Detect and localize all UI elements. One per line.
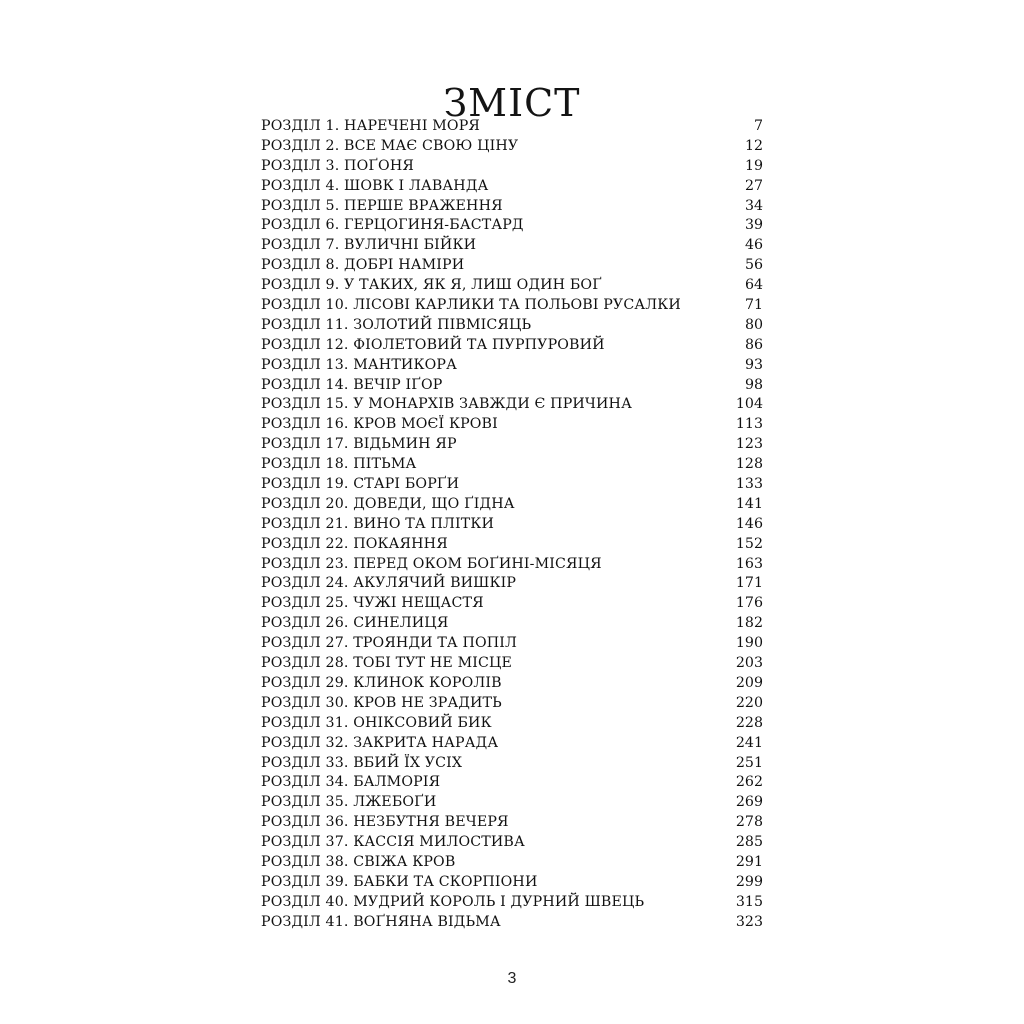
chapter-title: РОЗДІЛ 6. ГЕРЦОГИНЯ-БАСТАРД	[261, 217, 524, 234]
chapter-title: РОЗДІЛ 31. ОНІКСОВИЙ БИК	[261, 714, 492, 731]
chapter-title: РОЗДІЛ 3. ПОҐОНЯ	[261, 157, 414, 174]
chapter-page-number: 141	[735, 495, 763, 512]
toc-entry	[261, 515, 763, 535]
chapter-page-number: 152	[735, 535, 763, 552]
toc-entry	[261, 714, 763, 734]
chapter-page-number: 133	[735, 476, 763, 493]
toc-entry	[261, 316, 763, 336]
chapter-page-number: 163	[735, 555, 763, 572]
chapter-page-number: 278	[735, 814, 763, 831]
toc-entry	[261, 793, 763, 813]
chapter-page-number: 19	[744, 157, 763, 174]
chapter-title: РОЗДІЛ 39. БАБКИ ТА СКОРПІОНИ	[261, 873, 538, 890]
chapter-title: РОЗДІЛ 24. АКУЛЯЧИЙ ВИШКІР	[261, 575, 517, 592]
chapter-title: РОЗДІЛ 5. ПЕРШЕ ВРАЖЕННЯ	[261, 197, 503, 214]
chapter-title: РОЗДІЛ 23. ПЕРЕД ОКОМ БОҐИНІ-МІСЯЦЯ	[261, 555, 602, 572]
chapter-title: РОЗДІЛ 10. ЛІСОВІ КАРЛИКИ ТА ПОЛЬОВІ РУСАЛКИ	[261, 297, 681, 314]
chapter-page-number: 56	[744, 257, 763, 274]
chapter-page-number: 220	[735, 694, 763, 711]
chapter-title: РОЗДІЛ 9. У ТАКИХ, ЯК Я, ЛИШ ОДИН БОҐ	[261, 277, 602, 294]
chapter-page-number: 80	[744, 316, 763, 333]
chapter-page-number: 128	[735, 456, 763, 473]
chapter-page-number: 251	[735, 754, 763, 771]
toc-entry	[261, 276, 763, 296]
toc-entry	[261, 555, 763, 575]
toc-entry	[261, 117, 763, 137]
toc-entry	[261, 853, 763, 873]
chapter-page-number: 241	[735, 734, 763, 751]
chapter-title: РОЗДІЛ 41. ВОҐНЯНА ВІДЬМА	[261, 913, 501, 930]
chapter-title: РОЗДІЛ 29. КЛИНОК КОРОЛІВ	[261, 674, 502, 691]
chapter-title: РОЗДІЛ 8. ДОБРІ НАМІРИ	[261, 257, 465, 274]
chapter-page-number: 93	[744, 356, 763, 373]
page-title: ЗМІСТ	[443, 81, 581, 126]
chapter-title: РОЗДІЛ 22. ПОКАЯННЯ	[261, 535, 448, 552]
toc-entry	[261, 614, 763, 634]
chapter-page-number: 190	[735, 635, 763, 652]
toc-entry	[261, 356, 763, 376]
toc-entry	[261, 376, 763, 396]
chapter-page-number: 34	[744, 197, 763, 214]
chapter-title: РОЗДІЛ 21. ВИНО ТА ПЛІТКИ	[261, 515, 494, 532]
chapter-title: РОЗДІЛ 40. МУДРИЙ КОРОЛЬ І ДУРНИЙ ШВЕЦЬ	[261, 893, 645, 910]
chapter-title: РОЗДІЛ 15. У МОНАРХІВ ЗАВЖДИ Є ПРИЧИНА	[261, 396, 632, 413]
chapter-page-number: 7	[753, 118, 763, 134]
chapter-title: РОЗДІЛ 28. ТОБІ ТУТ НЕ МІСЦЕ	[261, 655, 513, 672]
chapter-title: РОЗДІЛ 4. ШОВК І ЛАВАНДА	[261, 177, 489, 194]
chapter-page-number: 113	[735, 416, 763, 433]
chapter-title: РОЗДІЛ 19. СТАРІ БОРҐИ	[261, 476, 460, 493]
toc-entry	[261, 336, 763, 356]
chapter-title: РОЗДІЛ 13. МАНТИКОРА	[261, 356, 457, 373]
chapter-title: РОЗДІЛ 20. ДОВЕДИ, ЩО ҐІДНА	[261, 495, 515, 512]
toc-entry	[261, 256, 763, 276]
toc-entry	[261, 435, 763, 455]
toc-entry	[261, 455, 763, 475]
toc-entry	[261, 833, 763, 853]
chapter-page-number: 176	[735, 595, 763, 612]
table-of-contents	[261, 117, 763, 933]
toc-entry	[261, 674, 763, 694]
chapter-page-number: 64	[744, 277, 763, 294]
chapter-title: РОЗДІЛ 7. ВУЛИЧНІ БІЙКИ	[261, 237, 477, 254]
chapter-page-number: 269	[735, 794, 763, 811]
chapter-title: РОЗДІЛ 11. ЗОЛОТИЙ ПІВМІСЯЦЬ	[261, 316, 532, 333]
chapter-title: РОЗДІЛ 36. НЕЗБУТНЯ ВЕЧЕРЯ	[261, 814, 509, 831]
toc-entry	[261, 236, 763, 256]
chapter-page-number: 27	[744, 177, 763, 194]
toc-entry	[261, 495, 763, 515]
chapter-page-number: 12	[744, 137, 763, 154]
chapter-title: РОЗДІЛ 26. СИНЕЛИЦЯ	[261, 615, 449, 632]
chapter-page-number: 209	[735, 674, 763, 691]
chapter-page-number: 46	[744, 237, 763, 254]
toc-entry	[261, 177, 763, 197]
chapter-page-number: 146	[735, 515, 763, 532]
toc-entry	[261, 813, 763, 833]
chapter-page-number: 104	[735, 396, 763, 413]
chapter-title: РОЗДІЛ 32. ЗАКРИТА НАРАДА	[261, 734, 499, 751]
chapter-title: РОЗДІЛ 27. ТРОЯНДИ ТА ПОПІЛ	[261, 635, 518, 652]
toc-entry	[261, 415, 763, 435]
toc-entry	[261, 893, 763, 913]
toc-entry	[261, 734, 763, 754]
chapter-page-number: 315	[735, 893, 763, 910]
chapter-title: РОЗДІЛ 34. БАЛМОРІЯ	[261, 774, 441, 791]
toc-entry	[261, 773, 763, 793]
toc-entry	[261, 694, 763, 714]
chapter-page-number: 98	[744, 376, 763, 393]
chapter-page-number: 228	[735, 714, 763, 731]
chapter-page-number: 71	[744, 297, 763, 314]
toc-entry	[261, 873, 763, 893]
toc-entry	[261, 754, 763, 774]
toc-entry	[261, 157, 763, 177]
chapter-title: РОЗДІЛ 35. ЛЖЕБОҐИ	[261, 794, 437, 811]
page-number: 3	[507, 970, 517, 987]
chapter-page-number: 39	[744, 217, 763, 234]
chapter-title: РОЗДІЛ 14. ВЕЧІР ІҐОР	[261, 376, 443, 393]
chapter-title: РОЗДІЛ 17. ВІДЬМИН ЯР	[261, 436, 457, 453]
chapter-title: РОЗДІЛ 16. КРОВ МОЄЇ КРОВІ	[261, 416, 498, 433]
toc-entry	[261, 594, 763, 614]
toc-entry	[261, 395, 763, 415]
chapter-page-number: 323	[735, 913, 763, 930]
toc-entry	[261, 137, 763, 157]
chapter-page-number: 123	[735, 436, 763, 453]
chapter-title: РОЗДІЛ 25. ЧУЖІ НЕЩАСТЯ	[261, 595, 484, 612]
chapter-title: РОЗДІЛ 38. СВІЖА КРОВ	[261, 853, 456, 870]
chapter-page-number: 86	[744, 336, 763, 353]
toc-entry	[261, 216, 763, 236]
toc-entry	[261, 197, 763, 217]
chapter-title: РОЗДІЛ 30. КРОВ НЕ ЗРАДИТЬ	[261, 694, 502, 711]
chapter-page-number: 182	[735, 615, 763, 632]
toc-entry	[261, 535, 763, 555]
chapter-page-number: 262	[735, 774, 763, 791]
chapter-page-number: 203	[735, 655, 763, 672]
chapter-title: РОЗДІЛ 18. ПІТЬМА	[261, 456, 417, 473]
toc-entry	[261, 634, 763, 654]
chapter-title: РОЗДІЛ 33. ВБИЙ ЇХ УСІХ	[261, 754, 463, 771]
toc-entry	[261, 574, 763, 594]
chapter-title: РОЗДІЛ 12. ФІОЛЕТОВИЙ ТА ПУРПУРОВИЙ	[261, 336, 605, 353]
chapter-title: РОЗДІЛ 37. КАССІЯ МИЛОСТИВА	[261, 834, 525, 851]
toc-entry	[261, 475, 763, 495]
toc-entry	[261, 913, 763, 933]
chapter-title: РОЗДІЛ 2. ВСЕ МАЄ СВОЮ ЦІНУ	[261, 137, 519, 154]
chapter-page-number: 171	[735, 575, 763, 592]
chapter-page-number: 291	[735, 853, 763, 870]
toc-entry	[261, 654, 763, 674]
chapter-title: РОЗДІЛ 1. НАРЕЧЕНІ МОРЯ	[261, 118, 480, 134]
toc-entry	[261, 296, 763, 316]
chapter-page-number: 285	[735, 834, 763, 851]
chapter-page-number: 299	[735, 873, 763, 890]
